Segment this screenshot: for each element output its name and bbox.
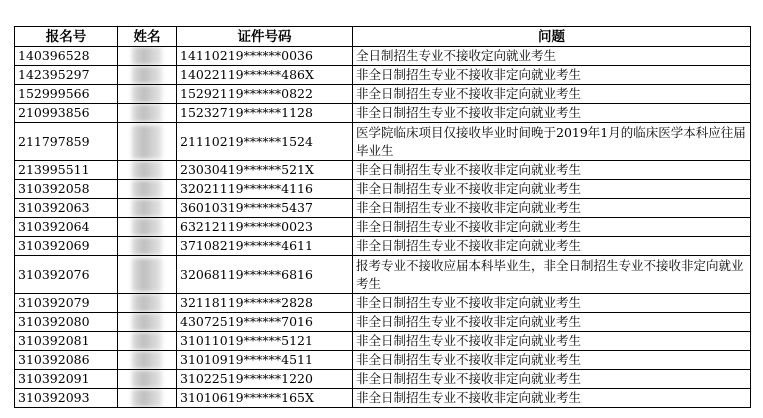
table-row: [15, 256, 751, 294]
id-number-cell: 14022119******486X: [177, 66, 353, 85]
issue-cell: 非全日制招生专业不接收非定向就业考生: [353, 218, 751, 237]
name-blur-mask: [132, 104, 162, 122]
name-blur-mask: [132, 258, 162, 292]
name-blur-mask: [132, 85, 162, 103]
table-row: [15, 104, 751, 123]
table-row: [15, 66, 751, 85]
registration-number-cell: 310392058: [15, 180, 118, 199]
name-cell-redacted: [118, 199, 177, 218]
candidate-issue-table-sheet: [14, 26, 751, 408]
table-row: [15, 294, 751, 313]
registration-number-cell: 310392081: [15, 332, 118, 351]
name-cell-redacted: [118, 218, 177, 237]
id-number-cell: 31022519******1220: [177, 370, 353, 389]
issue-cell: 非全日制招生专业不接收非定向就业考生: [353, 161, 751, 180]
issue-cell: 非全日制招生专业不接收非定向就业考生: [353, 237, 751, 256]
table-body: [15, 47, 751, 408]
name-cell-redacted: [118, 313, 177, 332]
issue-cell: 非全日制招生专业不接收非定向就业考生: [353, 351, 751, 370]
table-row: [15, 85, 751, 104]
table-header-row: [15, 27, 751, 47]
id-number-cell: 43072519******7016: [177, 313, 353, 332]
registration-number-cell: 310392063: [15, 199, 118, 218]
table-row: [15, 47, 751, 66]
name-cell-redacted: [118, 351, 177, 370]
name-cell-redacted: [118, 256, 177, 294]
id-number-cell: 37108219******4611: [177, 237, 353, 256]
registration-number-cell: 310392091: [15, 370, 118, 389]
name-blur-mask: [132, 66, 162, 84]
registration-number-cell: 213995511: [15, 161, 118, 180]
name-cell-redacted: [118, 332, 177, 351]
name-cell-redacted: [118, 85, 177, 104]
table-row: [15, 218, 751, 237]
registration-number-cell: 152999566: [15, 85, 118, 104]
registration-number-cell: 140396528: [15, 47, 118, 66]
registration-number-cell: 211797859: [15, 123, 118, 161]
name-blur-mask: [132, 389, 162, 407]
id-number-cell: 36010319******5437: [177, 199, 353, 218]
name-cell-redacted: [118, 104, 177, 123]
name-blur-mask: [132, 237, 162, 255]
name-blur-mask: [132, 180, 162, 198]
registration-number-cell: 210993856: [15, 104, 118, 123]
id-number-cell: 21110219******1524: [177, 123, 353, 161]
name-cell-redacted: [118, 389, 177, 408]
issue-cell: 非全日制招生专业不接收非定向就业考生: [353, 313, 751, 332]
issue-cell: 全日制招生专业不接收定向就业考生: [353, 47, 751, 66]
name-cell-redacted: [118, 294, 177, 313]
id-number-cell: 31010619******165X: [177, 389, 353, 408]
id-number-cell: 15232719******1128: [177, 104, 353, 123]
name-blur-mask: [132, 47, 162, 65]
issue-cell: 非全日制招生专业不接收非定向就业考生: [353, 332, 751, 351]
issue-cell: 非全日制招生专业不接收非定向就业考生: [353, 389, 751, 408]
issue-cell: 医学院临床项目仅接收毕业时间晚于2019年1月的临床医学本科应往届毕业生: [353, 123, 751, 161]
table-row: [15, 199, 751, 218]
name-cell-redacted: [118, 47, 177, 66]
table-row: [15, 123, 751, 161]
issue-cell: 非全日制招生专业不接收非定向就业考生: [353, 199, 751, 218]
header-issue: 问题: [353, 27, 751, 47]
name-blur-mask: [132, 125, 162, 159]
name-cell-redacted: [118, 123, 177, 161]
issue-cell: 报考专业不接收应届本科毕业生，非全日制招生专业不接收非定向就业考生: [353, 256, 751, 294]
name-blur-mask: [132, 199, 162, 217]
header-registration-number: 报名号: [15, 27, 118, 47]
id-number-cell: 63212119******0023: [177, 218, 353, 237]
issue-cell: 非全日制招生专业不接收非定向就业考生: [353, 370, 751, 389]
issue-cell: 非全日制招生专业不接收非定向就业考生: [353, 294, 751, 313]
registration-number-cell: 310392064: [15, 218, 118, 237]
name-cell-redacted: [118, 370, 177, 389]
registration-number-cell: 310392080: [15, 313, 118, 332]
id-number-cell: 15292119******0822: [177, 85, 353, 104]
name-cell-redacted: [118, 180, 177, 199]
issue-cell: 非全日制招生专业不接收非定向就业考生: [353, 104, 751, 123]
name-cell-redacted: [118, 66, 177, 85]
registration-number-cell: 310392086: [15, 351, 118, 370]
id-number-cell: 32068119******6816: [177, 256, 353, 294]
name-cell-redacted: [118, 237, 177, 256]
id-number-cell: 23030419******521X: [177, 161, 353, 180]
issue-cell: 非全日制招生专业不接收非定向就业考生: [353, 180, 751, 199]
table-row: [15, 180, 751, 199]
candidate-issue-table: [14, 26, 751, 408]
registration-number-cell: 310392093: [15, 389, 118, 408]
issue-cell: 非全日制招生专业不接收非定向就业考生: [353, 66, 751, 85]
registration-number-cell: 142395297: [15, 66, 118, 85]
id-number-cell: 32021119******4116: [177, 180, 353, 199]
table-row: [15, 351, 751, 370]
issue-cell: 非全日制招生专业不接收非定向就业考生: [353, 85, 751, 104]
id-number-cell: 31011019******5121: [177, 332, 353, 351]
table-row: [15, 161, 751, 180]
registration-number-cell: 310392079: [15, 294, 118, 313]
name-blur-mask: [132, 161, 162, 179]
name-blur-mask: [132, 313, 162, 331]
name-blur-mask: [132, 370, 162, 388]
id-number-cell: 32118119******2828: [177, 294, 353, 313]
table-row: [15, 389, 751, 408]
header-id-number: 证件号码: [177, 27, 353, 47]
table-row: [15, 332, 751, 351]
table-row: [15, 313, 751, 332]
table-row: [15, 370, 751, 389]
name-blur-mask: [132, 218, 162, 236]
registration-number-cell: 310392069: [15, 237, 118, 256]
id-number-cell: 31010919******4511: [177, 351, 353, 370]
name-blur-mask: [132, 294, 162, 312]
name-cell-redacted: [118, 161, 177, 180]
table-row: [15, 237, 751, 256]
header-name: 姓名: [118, 27, 177, 47]
name-blur-mask: [132, 351, 162, 369]
registration-number-cell: 310392076: [15, 256, 118, 294]
id-number-cell: 14110219******0036: [177, 47, 353, 66]
name-blur-mask: [132, 332, 162, 350]
